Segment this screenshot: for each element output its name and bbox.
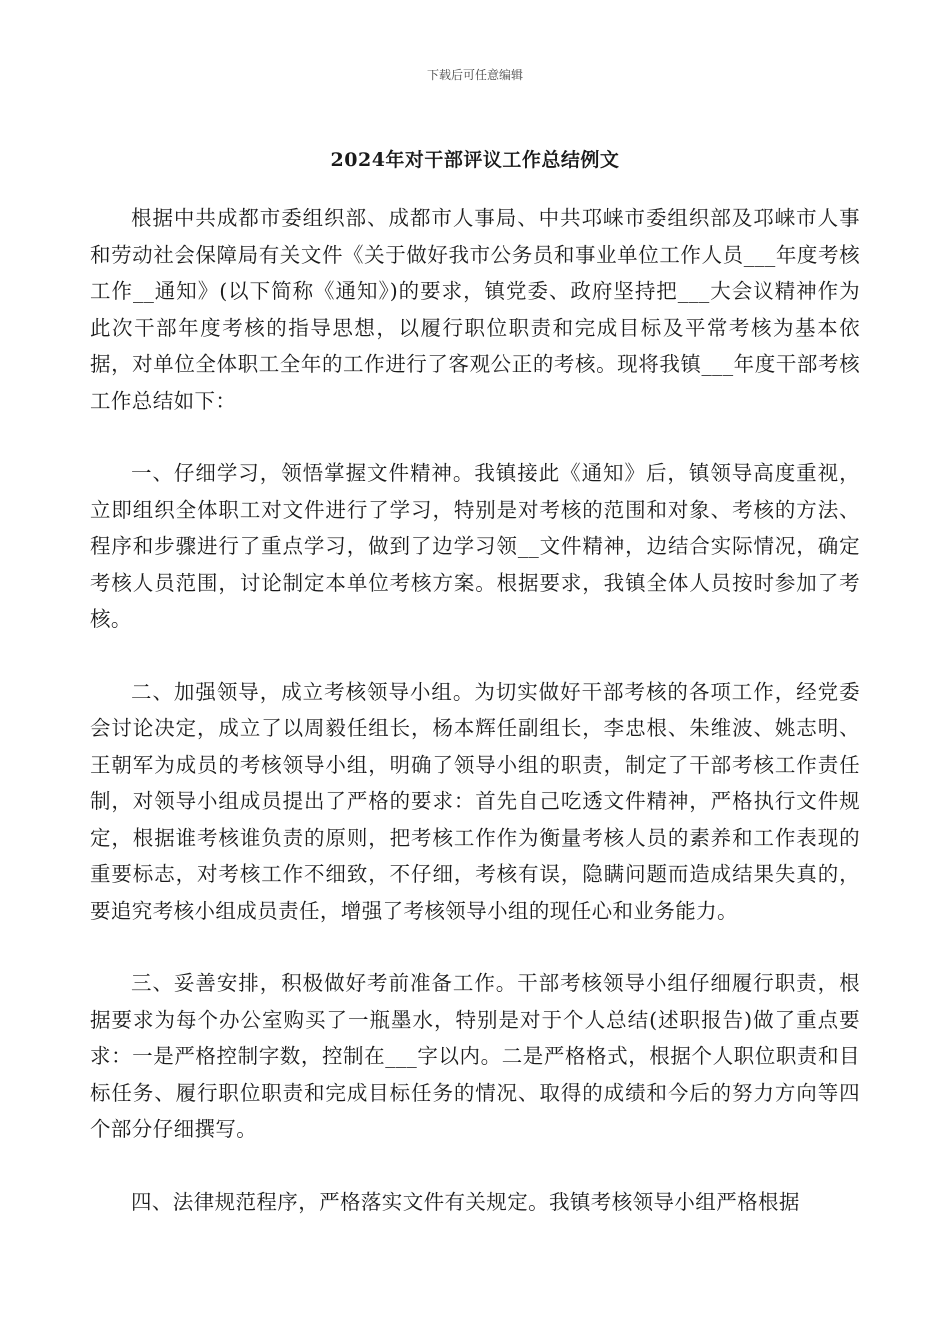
paragraph-section-4: 四、法律规范程序，严格落实文件有关规定。我镇考核领导小组严格根据 bbox=[131, 1189, 800, 1214]
paragraph-intro: 根据中共成都市委组织部、成都市人事局、中共邛崃市委组织部及邛崃市人事和劳动社会保障局有关文件《关于做好我市公务员和事业单位工作人员___年度考核工作__通知》(以下简称《通知》)的要求，镇党委、政府坚持把___大会议精神作为此次干部年度考核的指导思想，以履行职位职责和完成目标及平常考核为基本依据，对单位全体职工全年的工作进行了客观公正的考核。现将我镇___年度干部考核工作总结如下： bbox=[90, 206, 860, 413]
document-body bbox=[90, 200, 860, 1256]
paragraph-section-3: 三、妥善安排，积极做好考前准备工作。干部考核领导小组仔细履行职责，根据要求为每个办公室购买了一瓶墨水，特别是对于个人总结(述职报告)做了重点要求：一是严格控制字数，控制在___字以内。二是严格格式，根据个人职位职责和目标任务、履行职位职责和完成目标任务的情况、取得的成绩和今后的努力方向等四个部分仔细撰写。 bbox=[90, 971, 860, 1141]
document-title: 2024年对干部评议工作总结例文 bbox=[330, 149, 620, 171]
paragraph-section-1: 一、仔细学习，领悟掌握文件精神。我镇接此《通知》后，镇领导高度重视，立即组织全体职工对文件进行了学习，特别是对考核的范围和对象、考核的方法、程序和步骤进行了重点学习，做到了边学习领__文件精神，边结合实际情况，确定考核人员范围，讨论制定本单位考核方案。根据要求，我镇全体人员按时参加了考核。 bbox=[90, 461, 860, 631]
header-note: 下载后可任意编辑 bbox=[426, 68, 523, 82]
paragraph-section-2: 二、加强领导，成立考核领导小组。为切实做好干部考核的各项工作，经党委会讨论决定，成立了以周毅任组长，杨本辉任副组长，李忠根、朱维波、姚志明、王朝军为成员的考核领导小组，明确了领导小组的职责，制定了干部考核工作责任制，对领导小组成员提出了严格的要求：首先自己吃透文件精神，严格执行文件规定，根据谁考核谁负责的原则，把考核工作作为衡量考核人员的素养和工作表现的重要标志，对考核工作不细致，不仔细，考核有误，隐瞒问题而造成结果失真的，要追究考核小组成员责任，增强了考核领导小组的现任心和业务能力。 bbox=[90, 679, 860, 923]
